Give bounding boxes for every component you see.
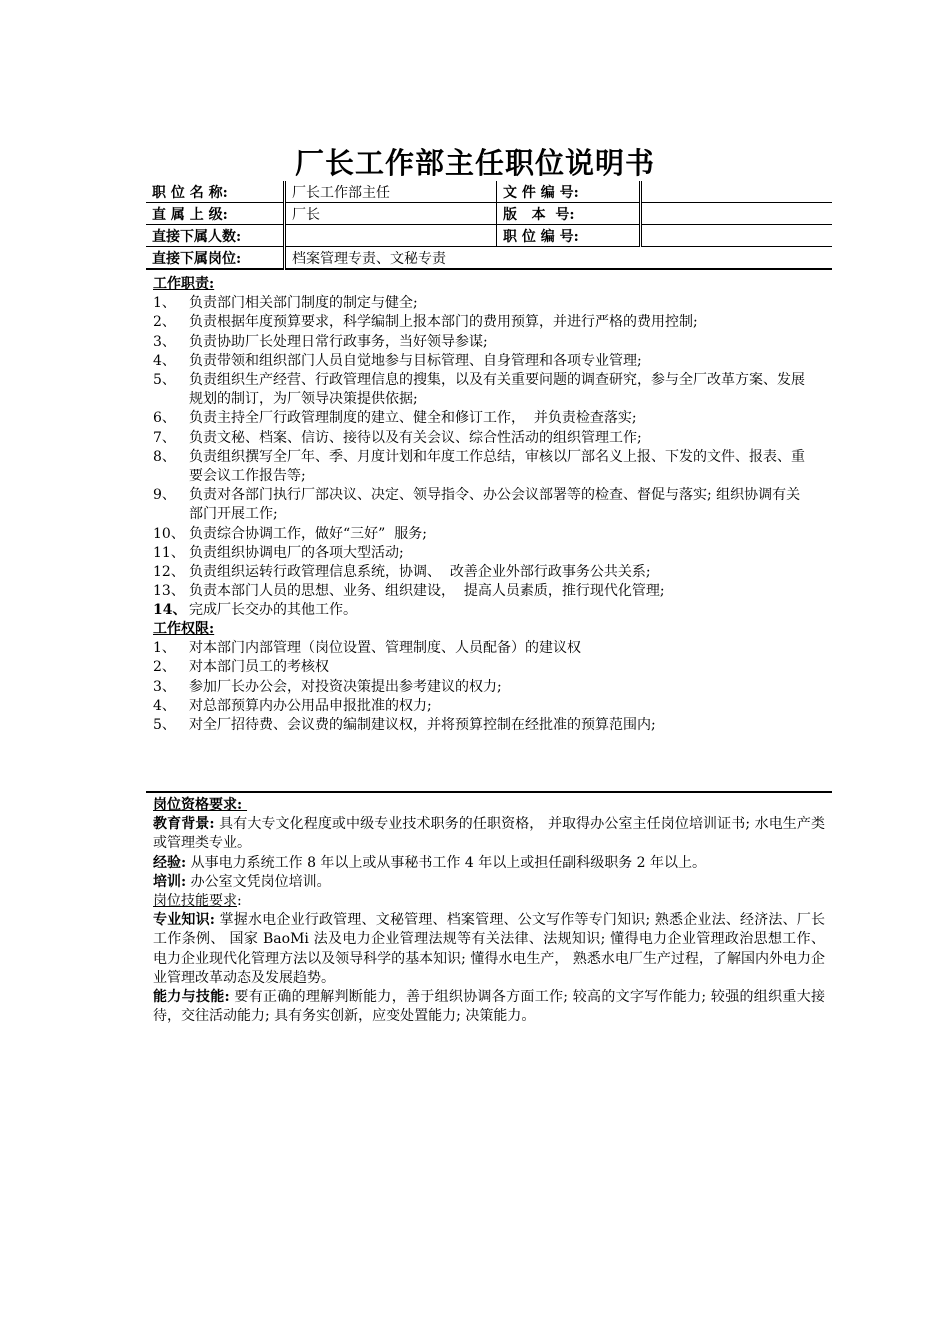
duty-item-number: 14、 (153, 602, 187, 619)
duty-item (153, 525, 813, 544)
authority-item-number: 3、 (153, 678, 176, 695)
duty-item-number: 4、 (153, 352, 176, 369)
duty-item-text: 负责对各部门执行厂部决议、决定、领导指令、办公会议部署等的检查、督促与落实; 组织协调有关部门开展工作; (189, 487, 801, 523)
duty-item-number: 11、 (153, 544, 185, 561)
position-code-label: 职 位 编 号: (497, 225, 641, 247)
authority-item (153, 658, 813, 677)
duty-item-text: 负责综合协调工作，做好“三好” 服务; (189, 525, 427, 542)
authority-item (153, 716, 813, 735)
ability-paragraph (153, 988, 825, 1026)
duties-section (153, 275, 813, 621)
duty-item-text: 负责组织运转行政管理信息系统，协调、 改善企业外部行政事务公共关系; (189, 564, 651, 581)
training-paragraph (153, 873, 825, 892)
duty-item-number: 2、 (153, 314, 176, 331)
duty-item-text: 负责带领和组织部门人员自觉地参与目标管理、自身管理和各项专业管理; (189, 352, 642, 369)
duty-item-text: 完成厂长交办的其他工作。 (189, 602, 357, 619)
duty-item-text: 负责文秘、档案、信访、接待以及有关会议、综合性活动的组织管理工作; (189, 429, 642, 446)
authority-item-text: 对本部门员工的考核权 (189, 659, 329, 676)
experience-paragraph (153, 854, 825, 873)
duties-heading: 工作职责: (153, 276, 215, 292)
duty-item-text: 负责部门相关部门制度的制定与健全; (189, 295, 418, 312)
duty-item (153, 371, 813, 409)
document-number-label: 文 件 编 号: (497, 181, 641, 203)
duty-item (153, 601, 813, 620)
duty-item (153, 582, 813, 601)
duty-item-text: 负责协助厂长处理日常行政事务，当好领导参谋; (189, 333, 488, 350)
duty-item (153, 333, 813, 352)
authority-item-text: 对本部门内部管理（岗位设置、管理制度、人员配备）的建议权 (189, 640, 581, 657)
duty-item-number: 7、 (153, 429, 176, 446)
experience-text: 从事电力系统工作 8 年以上或从事秘书工作 4 年以上或担任副科级职务 2 年以上。 (186, 854, 707, 871)
subordinate-posts-label: 直接下属岗位: (146, 247, 285, 270)
duty-item-text: 负责根据年度预算要求，科学编制上报本部门的费用预算，并进行严格的费用控制; (189, 314, 698, 331)
duty-item (153, 448, 813, 486)
duty-item-number: 9、 (153, 487, 176, 504)
info-row-subordinate-posts (146, 247, 832, 270)
qualification-heading: 岗位资格要求: (153, 797, 248, 813)
duty-item (153, 409, 813, 428)
ability-text: 要有正确的理解判断能力，善于组织协调各方面工作; 较高的文字写作能力; 较强的组织重大接待，交往活动能力; 具有务实创新，应变处置能力; 决策能力。 (153, 989, 825, 1025)
duty-item (153, 563, 813, 582)
duty-item (153, 313, 813, 332)
education-label: 教育背景: (153, 816, 215, 833)
authority-item-text: 对全厂招待费、会议费的编制建议权，并将预算控制在经批准的预算范围内; (189, 717, 656, 734)
duty-item (153, 486, 813, 524)
education-text: 具有大专文化程度或中级专业技术职务的任职资格， 并取得办公室主任岗位培训证书; 水电生产类或管理类专业。 (153, 816, 825, 852)
knowledge-text: 掌握水电企业行政管理、文秘管理、档案管理、公文写作等专门知识; 熟悉企业法、经济法、厂长工作条例、 国家 BaoMi 法及电力企业管理法规等有关法律、法规知识; 懂得电力企业管理政治思想工作、 电力企业现代化管理方法以及领导科学的基本知识; 懂得水电生产， 熟悉水电厂生产过程，了解国内外电力企业管理改革动态及发展趋势。 (153, 912, 825, 986)
position-code-value (641, 225, 833, 247)
authority-item-number: 5、 (153, 717, 176, 734)
authority-item (153, 678, 813, 697)
duty-item-text: 负责组织撰写全厂年、季、月度计划和年度工作总结，审核以厂部名义上报、下发的文件、报表、重要会议工作报告等; (189, 448, 805, 485)
authority-item-text: 参加厂长办公会，对投资决策提出参考建议的权力; (189, 678, 502, 695)
authority-item-number: 4、 (153, 697, 176, 714)
authority-item-text: 对总部预算内办公用品申报批准的权力; (189, 697, 432, 714)
duty-item (153, 352, 813, 371)
info-row-supervisor (146, 203, 832, 225)
direct-supervisor-value: 厂长 (285, 203, 497, 225)
ability-label: 能力与技能: (153, 989, 230, 1006)
training-label: 培训: (153, 873, 187, 890)
subordinate-count-label: 直接下属人数: (146, 225, 285, 247)
subordinate-posts-value: 档案管理专责、文秘专责 (285, 247, 833, 270)
duties-list (153, 294, 813, 620)
authority-heading: 工作权限: (153, 621, 215, 637)
version-number-value (641, 203, 833, 225)
duty-item-number: 12、 (153, 564, 185, 581)
duty-item-number: 13、 (153, 583, 185, 600)
section-divider (146, 791, 832, 793)
duty-item (153, 429, 813, 448)
direct-supervisor-label: 直 属 上 级: (146, 203, 285, 225)
skills-heading: 岗位技能要求 (153, 893, 237, 910)
requirements-section (153, 796, 825, 1026)
duty-item-number: 10、 (153, 525, 185, 542)
knowledge-label: 专业知识: (153, 912, 215, 929)
duty-item-number: 5、 (153, 372, 176, 389)
knowledge-paragraph (153, 911, 825, 988)
authority-list (153, 639, 813, 735)
duty-item-number: 1、 (153, 295, 176, 312)
duty-item-number: 8、 (153, 448, 176, 465)
duty-item-number: 3、 (153, 333, 176, 350)
training-text: 办公室文凭岗位培训。 (186, 873, 331, 890)
education-paragraph (153, 815, 825, 853)
duty-item-text: 负责组织协调电厂的各项大型活动; (189, 544, 404, 561)
version-number-label: 版 本 号: (497, 203, 641, 225)
info-row-position-name (146, 181, 832, 203)
skills-heading-colon: : (237, 893, 242, 910)
authority-item (153, 639, 813, 658)
duty-item-text: 负责组织生产经营、行政管理信息的搜集，以及有关重要问题的调查研究，参与全厂改革方案、发展规划的制订，为厂领导决策提供依据; (189, 372, 805, 408)
duty-item-text: 负责主持全厂行政管理制度的建立、健全和修订工作， 并负责检查落实; (189, 410, 637, 427)
document-number-value (641, 181, 833, 203)
experience-label: 经验: (153, 854, 187, 871)
authority-item-number: 2、 (153, 659, 176, 676)
authority-item (153, 697, 813, 716)
authority-item-number: 1、 (153, 640, 176, 657)
position-info-table (146, 181, 832, 270)
duty-item (153, 294, 813, 313)
position-name-value: 厂长工作部主任 (285, 181, 497, 203)
authority-section (153, 620, 813, 735)
duty-item-text: 负责本部门人员的思想、业务、组织建设， 提高人员素质，推行现代化管理; (189, 583, 665, 600)
info-row-subordinate-count (146, 225, 832, 247)
document-title: 厂长工作部主任职位说明书 (294, 146, 655, 180)
duty-item (153, 544, 813, 563)
duty-item-number: 6、 (153, 410, 176, 427)
subordinate-count-value (285, 225, 497, 247)
position-name-label: 职 位 名 称: (146, 181, 285, 203)
